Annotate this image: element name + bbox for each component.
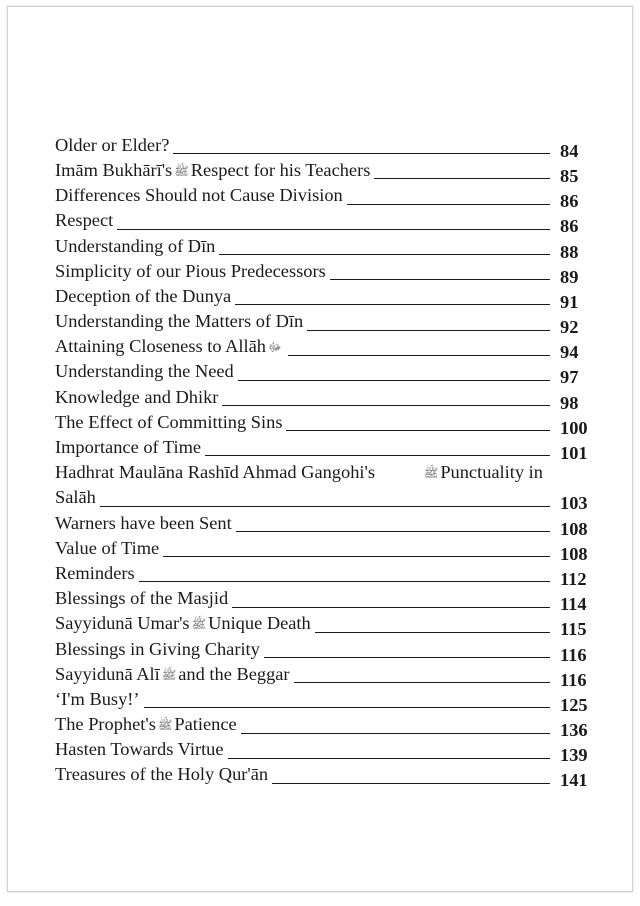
toc-page-number: 115 [560,619,587,640]
toc-entry-title: Reminders [55,562,135,583]
toc-entry-title: Understanding of Dīn [55,235,216,256]
toc-entry-title: Imām Bukhārī's ﷺ Respect for his Teachers [55,159,371,180]
toc-leader-line [294,681,550,683]
toc-leader-line [238,379,550,381]
toc-leader-line [222,404,550,406]
toc-page-number: 136 [560,720,588,741]
toc-entry-title: Salāh [55,487,96,508]
toc-entry[interactable] [55,156,593,186]
toc-entry[interactable] [55,660,593,690]
toc-leader-line [374,177,550,179]
toc-entry-title: Value of Time [55,537,160,558]
toc-page-number: 94 [560,342,579,363]
toc-entry[interactable] [55,534,593,564]
toc-entry[interactable] [55,207,593,237]
toc-page-number: 86 [560,191,579,212]
toc-page-number: 116 [560,644,587,665]
toc-page-number: 100 [560,417,588,438]
toc-entry[interactable] [55,761,593,791]
toc-page-number: 89 [560,266,579,287]
toc-entry-title: ‘I'm Busy!’ [55,688,140,709]
toc-page-number: 125 [560,694,588,715]
toc-leader-line [241,732,550,734]
toc-entry-title: Differences Should not Cause Division [55,185,343,206]
toc-entry-title: Blessings in Giving Charity [55,638,260,659]
toc-leader-line [236,530,550,532]
toc-entry-title: Treasures of the Holy Qur'ān [55,764,269,785]
toc-page-number: 108 [560,518,588,539]
toc-entry-title: Blessings of the Masjid [55,588,229,609]
toc-page-number: 141 [560,770,588,791]
toc-entry[interactable] [55,131,593,161]
toc-entry[interactable] [55,408,593,438]
toc-entry[interactable] [55,282,593,312]
toc-entry-title: Deception of the Dunya [55,285,232,306]
toc-page-number: 114 [560,594,587,615]
toc-entry-title: Knowledge and Dhikr [55,386,219,407]
toc-leader-line [163,555,550,557]
toc-page-number: 84 [560,140,579,161]
toc-leader-line [288,354,550,356]
toc-page-number: 108 [560,543,588,564]
toc-leader-line [205,454,550,456]
toc-entry-title: Attaining Closeness to Allāh ﷻ [55,336,282,357]
toc-page-number: 101 [560,443,588,464]
toc-entry-title: The Effect of Committing Sins [55,411,283,432]
toc-leader-line [235,303,550,305]
toc-entry[interactable] [55,383,593,413]
toc-page-number: 97 [560,367,579,388]
toc-leader-line [315,631,550,633]
toc-entry-title: Sayyidunā Alī ﷺ and the Beggar [55,663,290,684]
toc-entry[interactable] [55,635,593,665]
toc-leader-line [100,505,550,507]
toc-entry-title: Understanding the Need [55,361,234,382]
toc-entry[interactable] [55,307,593,338]
toc-entry-title: Warners have been Sent [55,512,232,533]
toc-leader-line [228,757,550,759]
toc-leader-line [144,706,550,708]
toc-entry[interactable] [55,610,593,640]
toc-entry-title: Hasten Towards Virtue [55,739,224,760]
honorific-icon: ﷺ [161,667,177,682]
toc-entry[interactable] [55,257,593,287]
toc-entry-title: Simplicity of our Pious Predecessors [55,260,326,281]
honorific-icon: ﷺ [157,718,173,733]
toc-leader-line [272,782,550,784]
toc-leader-line [219,253,550,255]
toc-page-number: 92 [560,317,579,338]
honorific-icon: ﷻ [267,340,282,355]
honorific-icon: ﷺ [423,466,439,481]
toc-page-number: 112 [560,568,587,589]
toc-entry-continuation[interactable] [55,484,593,514]
toc-entry-title: The Prophet's ﷺ Patience [55,714,237,735]
toc-page-number: 98 [560,392,579,413]
toc-page-number: 85 [560,165,579,186]
toc-entry[interactable] [55,710,593,741]
toc-page-number: 139 [560,745,588,766]
toc-page-number: 116 [560,669,587,690]
toc-entry[interactable] [55,584,593,615]
toc-leader-line [264,656,550,658]
honorific-icon: ﷺ [174,163,189,178]
toc-leader-line [307,329,550,331]
toc-entry[interactable] [55,433,593,464]
toc-page-number: 88 [560,241,579,262]
honorific-icon: ﷺ [191,617,207,632]
toc-entry[interactable] [55,232,593,262]
toc-entry[interactable] [55,358,593,388]
toc-entry-title: Respect [55,210,114,231]
toc-entry-first-line[interactable] [55,458,593,483]
toc-leader-line [330,278,550,280]
toc-entry[interactable] [55,559,593,589]
toc-leader-line [173,152,550,154]
toc-leader-line [139,580,550,582]
toc-page-number: 91 [560,291,579,312]
toc-entry[interactable] [55,333,593,363]
toc-leader-line [117,228,550,230]
toc-entry[interactable] [55,181,593,212]
toc-leader-line [232,606,550,608]
toc-entry[interactable] [55,685,593,715]
toc-entry-title: Importance of Time [55,437,202,458]
toc-entry-title: Understanding the Matters of Dīn [55,311,304,332]
toc-entry-title: Sayyidunā Umar's ﷺ Unique Death [55,613,311,634]
document-page [7,6,633,892]
toc-leader-line [347,203,550,205]
toc-page-number: 103 [560,493,588,514]
toc-entry-title: Older or Elder? [55,134,170,155]
table-of-contents [55,131,593,791]
toc-entry[interactable] [55,736,593,766]
toc-entry-title: Hadhrat Maulāna Rashīd Ahmad Gangohi's ﷺ Punctuality in [55,462,543,483]
toc-entry[interactable] [55,509,593,539]
toc-page-number: 86 [560,216,579,237]
toc-leader-line [286,429,550,431]
